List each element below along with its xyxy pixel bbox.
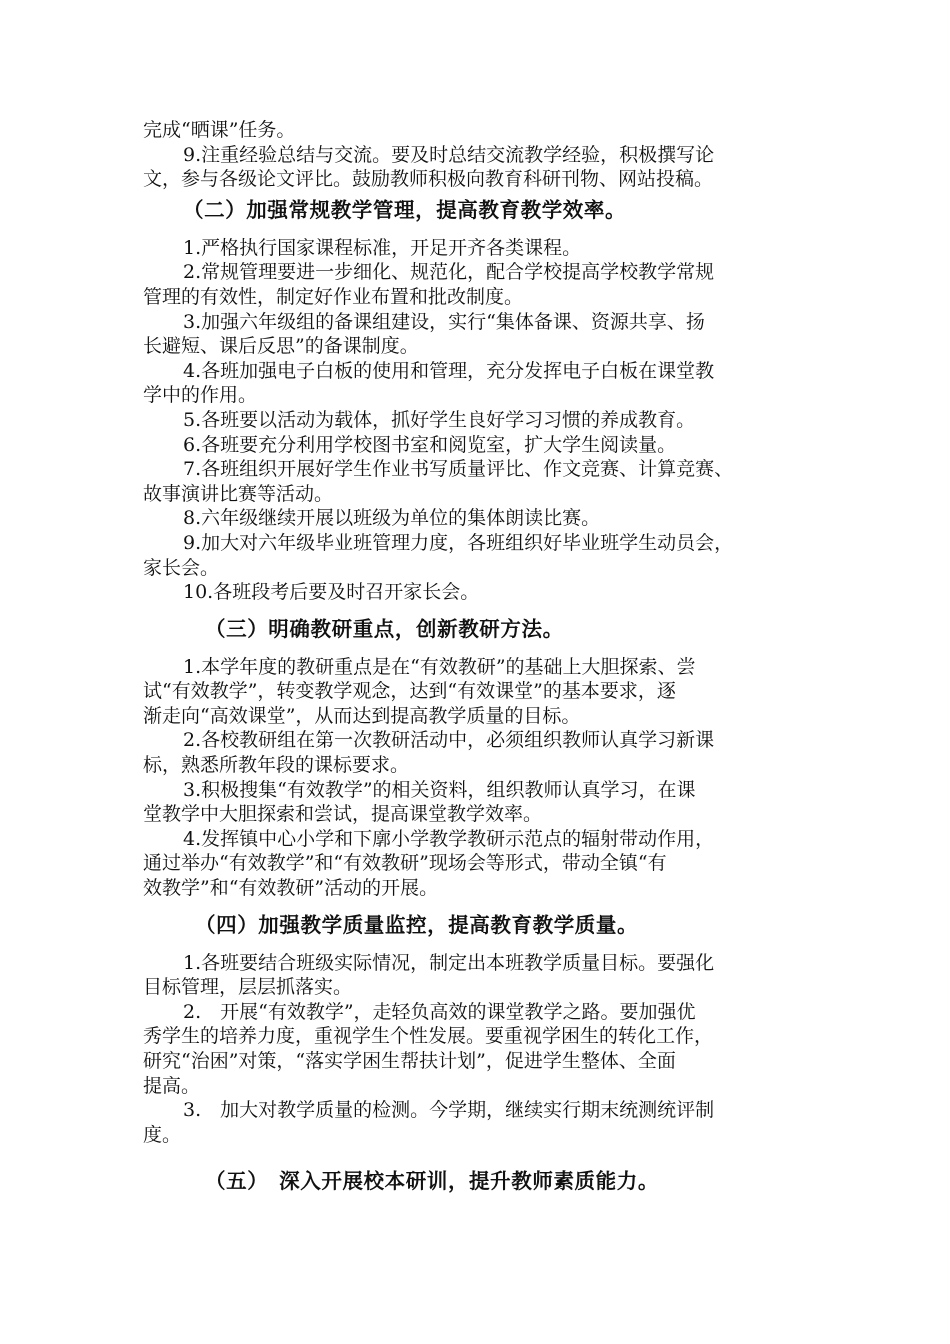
text-line: 试“有效教学”，转变教学观念，达到“有效课堂”的基本要求，逐 xyxy=(143,680,676,703)
text-line: 标，熟悉所教年段的课标要求。 xyxy=(143,754,410,777)
text-line: 家长会。 xyxy=(143,556,220,579)
text-line: 3. 加大对教学质量的检测。今学期，继续实行期末统测统评制 xyxy=(183,1099,715,1122)
text-line: 5.各班要以活动为载体，抓好学生良好学习习惯的养成教育。 xyxy=(183,408,696,431)
text-line: 堂教学中大胆探索和尝试，提高课堂教学效率。 xyxy=(143,803,543,826)
text-line: 度。 xyxy=(143,1123,182,1146)
text-line: 提高。 xyxy=(143,1074,201,1097)
section-heading: （三）明确教研重点，创新教研方法。 xyxy=(205,616,564,641)
text-line: 研究“治困”对策，“落实学困生帮扶计划”，促进学生整体、全面 xyxy=(143,1050,676,1072)
section-heading: （四）加强教学质量监控，提高教育教学质量。 xyxy=(195,912,639,937)
text-line: 学中的作用。 xyxy=(143,384,258,407)
text-line: 目标管理，层层抓落实。 xyxy=(143,976,353,999)
text-line: 6.各班要充分利用学校图书室和阅览室，扩大学生阅读量。 xyxy=(183,433,677,456)
text-line: 9.加大对六年级毕业班管理力度，各班组织好毕业班学生动员会， xyxy=(183,531,734,554)
text-line: 长避短、课后反思”的备课制度。 xyxy=(143,335,419,358)
text-line: 3.加强六年级组的备课组建设，实行“集体备课、资源共享、扬 xyxy=(183,310,705,333)
section-heading: （五） 深入开展校本研训，提升教师素质能力。 xyxy=(205,1169,659,1194)
text-line: 故事演讲比赛等活动。 xyxy=(143,482,334,505)
text-line: 2.各校教研组在第一次教研活动中，必须组织教师认真学习新课 xyxy=(183,729,715,752)
text-line: 1.严格执行国家课程标准，开足开齐各类课程。 xyxy=(183,236,582,259)
text-line: 4.发挥镇中心小学和下廓小学教学教研示范点的辐射带动作用， xyxy=(183,827,715,850)
text-line: 通过举办“有效教学”和“有效教研”现场会等形式，带动全镇“有 xyxy=(143,852,667,875)
text-line: 效教学”和“有效教研”活动的开展。 xyxy=(143,877,439,900)
section-heading: （二）加强常规教学管理，提高教育教学效率。 xyxy=(183,197,627,222)
text-line: 8.六年级继续开展以班级为单位的集体朗读比赛。 xyxy=(183,507,601,530)
text-line: 1.各班要结合班级实际情况，制定出本班教学质量目标。要强化 xyxy=(183,951,715,974)
text-line: 秀学生的培养力度，重视学生个性发展。要重视学困生的转化工作， xyxy=(143,1025,714,1048)
text-line: 文，参与各级论文评比。鼓励教师积极向教育科研刊物、网站投稿。 xyxy=(143,168,714,191)
text-line: 2.常规管理要进一步细化、规范化，配合学校提高学校教学常规 xyxy=(183,261,715,284)
document-sections xyxy=(143,198,833,1194)
text-line: 4.各班加强电子白板的使用和管理，充分发挥电子白板在课堂教 xyxy=(183,359,715,382)
text-line: 10.各班段考后要及时召开家长会。 xyxy=(183,581,480,604)
text-line: 完成“晒课”任务。 xyxy=(143,119,296,141)
text-line: 管理的有效性，制定好作业布置和批改制度。 xyxy=(143,285,524,308)
text-line: 7.各班组织开展好学生作业书写质量评比、作文竞赛、计算竞赛、 xyxy=(183,458,734,481)
text-line: 1.本学年度的教研重点是在“有效教研”的基础上大胆探索、尝 xyxy=(183,655,696,678)
text-line: 2. 开展“有效教学”，走轻负高效的课堂教学之路。要加强优 xyxy=(183,1000,696,1023)
text-line: 3.积极搜集“有效教学”的相关资料，组织教师认真学习，在课 xyxy=(183,778,696,801)
text-line: 9.注重经验总结与交流。要及时总结交流教学经验，积极撰写论 xyxy=(183,143,715,166)
document-page xyxy=(143,118,833,1193)
text-line: 渐走向“高效课堂”，从而达到提高教学质量的目标。 xyxy=(143,704,581,727)
